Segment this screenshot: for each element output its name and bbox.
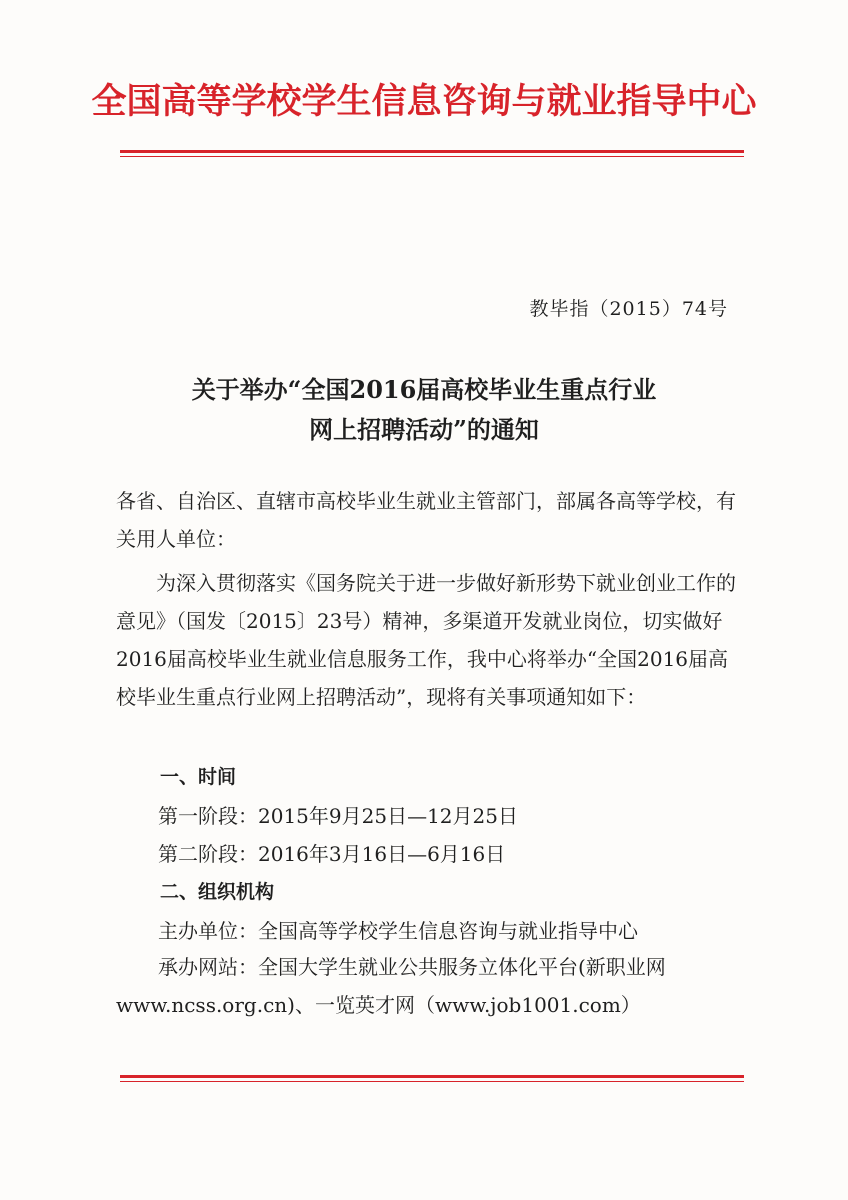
- phase-two-dates: 第二阶段：2016年3月16日—6月16日: [158, 842, 506, 866]
- document-number: 教毕指（2015）74号: [529, 298, 728, 320]
- phase-one-dates: 第一阶段：2015年9月25日—12月25日: [158, 804, 518, 828]
- footer-rule-thin: [120, 1081, 744, 1082]
- section-heading-organization: 二、组织机构: [160, 881, 275, 903]
- section-heading-time: 一、时间: [160, 766, 237, 788]
- organizer-line: 主办单位：全国高等学校学生信息咨询与就业指导中心: [158, 919, 638, 943]
- host-websites-paragraph: 承办网站：全国大学生就业公共服务立体化平台(新职业网www.ncss.org.cn)、一览英才网（www.job1001.com）: [116, 955, 666, 1017]
- notice-title-line-1: 关于举办“全国2016届高校毕业生重点行业: [191, 375, 657, 404]
- footer-rule-thick: [120, 1075, 744, 1078]
- addressee-paragraph: 各省、自治区、直辖市高校毕业生就业主管部门，部属各高等学校，有关用人单位：: [116, 489, 736, 551]
- letterhead-org-name: 全国高等学校学生信息咨询与就业指导中心: [91, 82, 757, 122]
- letterhead-rule-thick: [120, 150, 744, 153]
- letterhead-rule-thin: [120, 156, 744, 157]
- notice-title-line-2: 网上招聘活动”的通知: [309, 415, 539, 444]
- intro-paragraph: 为深入贯彻落实《国务院关于进一步做好新形势下就业创业工作的意见》（国发〔2015〕23号）精神，多渠道开发就业岗位，切实做好2016届高校毕业生就业信息服务工作，我中心将举办“全国2016届高校毕业生重点行业网上招聘活动”，现将有关事项通知如下：: [116, 571, 736, 709]
